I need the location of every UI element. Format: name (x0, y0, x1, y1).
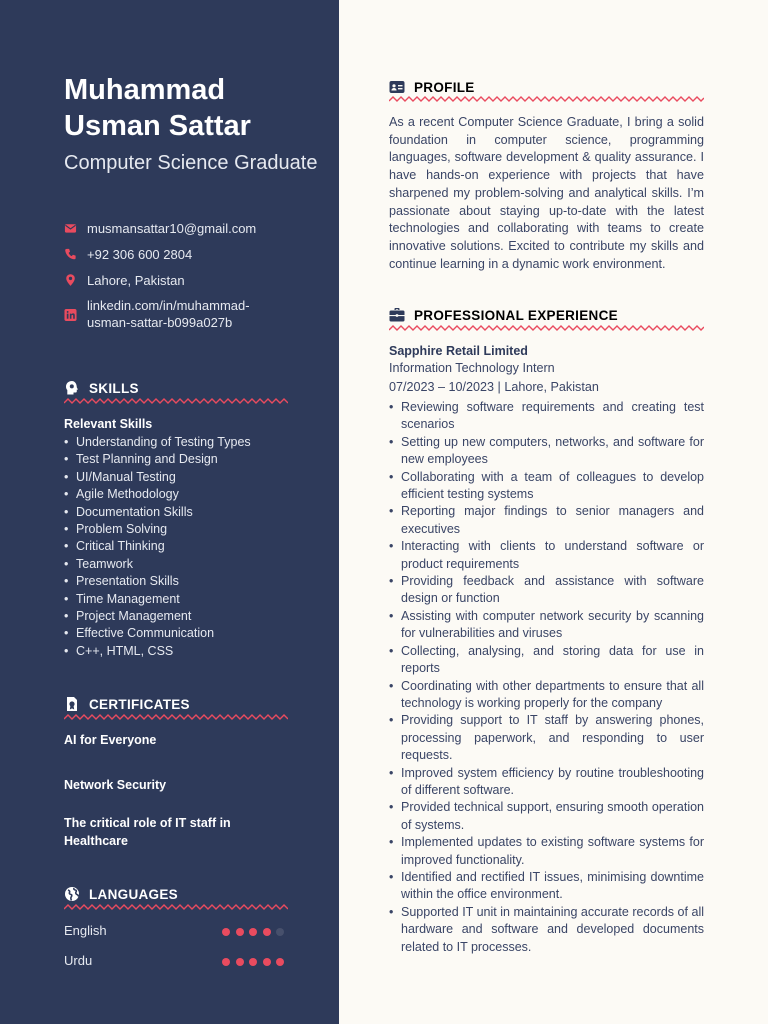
certificates-divider (64, 714, 288, 720)
skill-item: • C++, HTML, CSS (64, 643, 251, 660)
experience-bullet: • Implemented updates to existing software systems for improved functionality. (389, 834, 704, 869)
level-dot (236, 958, 244, 966)
certificate-item: The critical role of IT staff in Healthcare (64, 816, 231, 848)
profile-heading-text: PROFILE (414, 79, 475, 95)
experience-bullet: • Supported IT unit in maintaining accurate records of all hardware and software and developed documents related to IT processes. (389, 904, 704, 956)
linkedin-text: linkedin.com/in/muhammad-usman-sattar-b099a027b (87, 298, 250, 330)
briefcase-icon (389, 307, 405, 323)
experience-bullet: • Providing feedback and assistance with software design or function (389, 573, 704, 608)
language-name: Urdu (64, 953, 93, 968)
level-dot (222, 958, 230, 966)
level-dot (276, 928, 284, 936)
experience-bullet: • Providing support to IT staff by answering phones, processing paperwork, and responding to user requests. (389, 712, 704, 764)
certificate-icon (64, 696, 80, 712)
skill-item: • Test Planning and Design (64, 451, 251, 468)
skill-item: • Understanding of Testing Types (64, 434, 251, 451)
level-dot (263, 928, 271, 936)
id-card-icon (389, 79, 405, 95)
skill-item: • Time Management (64, 591, 251, 608)
level-dot (236, 928, 244, 936)
experience-bullet: • Interacting with clients to understand software or product requirements (389, 538, 704, 573)
experience-bullet: • Collaborating with a team of colleagues to develop efficient testing systems (389, 469, 704, 504)
experience-divider (389, 325, 704, 331)
job-title: Computer Science Graduate (64, 152, 318, 174)
company-name: Sapphire Retail Limited (389, 344, 528, 358)
experience-bullet: • Assisting with computer network security by scanning for vulnerabilities and viruses (389, 608, 704, 643)
certificates-heading (64, 695, 190, 713)
profile-divider (389, 96, 704, 102)
certificates-heading-text: CERTIFICATES (89, 696, 190, 712)
sidebar (0, 0, 339, 1024)
skills-heading-text: SKILLS (89, 380, 139, 396)
skill-item: • Effective Communication (64, 625, 251, 642)
skill-item: • Documentation Skills (64, 504, 251, 521)
map-pin-icon (64, 273, 77, 287)
head-bulb-icon (64, 380, 80, 396)
certificate-item: Network Security (64, 778, 167, 792)
experience-bullets (389, 399, 704, 956)
level-dot (276, 958, 284, 966)
full-name: Muhammad Usman Sattar (64, 74, 251, 142)
experience-bullet: • Setting up new computers, networks, and software for new employees (389, 434, 704, 469)
level-dot (263, 958, 271, 966)
profile-summary: As a recent Computer Science Graduate, I bring a solid foundation in computer science, programming languages, software development & quality assurance. I have hands-on experience with projects that have sharpened my problem-solving and analytical skills. I’m passionate about staying up-to-date with the latest technologies and collaborating with teams to create innovative solutions. Excited to contribute my skills and continue learning in a dynamic work environment. (389, 115, 704, 271)
skill-item: • Agile Methodology (64, 486, 251, 503)
zigzag-line (389, 97, 704, 101)
skills-divider (64, 398, 288, 404)
zigzag-line (64, 905, 288, 909)
language-name: English (64, 923, 107, 938)
experience-bullet: • Reviewing software requirements and creating test scenarios (389, 399, 704, 434)
zigzag-line (389, 326, 704, 330)
level-dot (249, 958, 257, 966)
experience-bullet: • Identified and rectified IT issues, minimising downtime within the office environment. (389, 869, 704, 904)
experience-bullet: • Reporting major findings to senior managers and executives (389, 503, 704, 538)
certificate-item: AI for Everyone (64, 733, 157, 747)
language-level-english (222, 928, 290, 936)
languages-divider (64, 904, 288, 910)
skills-list (64, 434, 251, 660)
phone-icon (64, 247, 77, 261)
envelope-icon (64, 221, 77, 235)
skill-item: • Project Management (64, 608, 251, 625)
skill-item: • UI/Manual Testing (64, 469, 251, 486)
language-level-urdu (222, 958, 290, 966)
experience-bullet: • Provided technical support, ensuring smooth operation of systems. (389, 799, 704, 834)
job-dates: 07/2023 – 10/2023 | Lahore, Pakistan (389, 380, 599, 394)
profile-heading (389, 78, 475, 96)
level-dot (222, 928, 230, 936)
experience-bullet: • Improved system efficiency by routine troubleshooting of different software. (389, 765, 704, 800)
skills-subheading: Relevant Skills (64, 417, 153, 431)
email-text: musmansattar10@gmail.com (87, 221, 257, 236)
skill-item: • Critical Thinking (64, 538, 251, 555)
zigzag-line (64, 715, 288, 719)
location-text: Lahore, Pakistan (87, 273, 185, 288)
job-role: Information Technology Intern (389, 361, 555, 375)
experience-bullet: • Collecting, analysing, and storing data for use in reports (389, 643, 704, 678)
experience-bullet: • Coordinating with other departments to ensure that all technology is working properly for the company (389, 678, 704, 713)
skills-heading (64, 379, 139, 397)
languages-heading-text: LANGUAGES (89, 886, 178, 902)
skill-item: • Presentation Skills (64, 573, 251, 590)
languages-heading (64, 885, 178, 903)
zigzag-line (64, 399, 288, 403)
globe-icon (64, 886, 80, 902)
skill-item: • Problem Solving (64, 521, 251, 538)
level-dot (249, 928, 257, 936)
experience-heading (389, 306, 618, 324)
linkedin-icon (64, 308, 77, 322)
phone-text: +92 306 600 2804 (87, 247, 193, 262)
skill-item: • Teamwork (64, 556, 251, 573)
experience-heading-text: PROFESSIONAL EXPERIENCE (414, 307, 618, 323)
